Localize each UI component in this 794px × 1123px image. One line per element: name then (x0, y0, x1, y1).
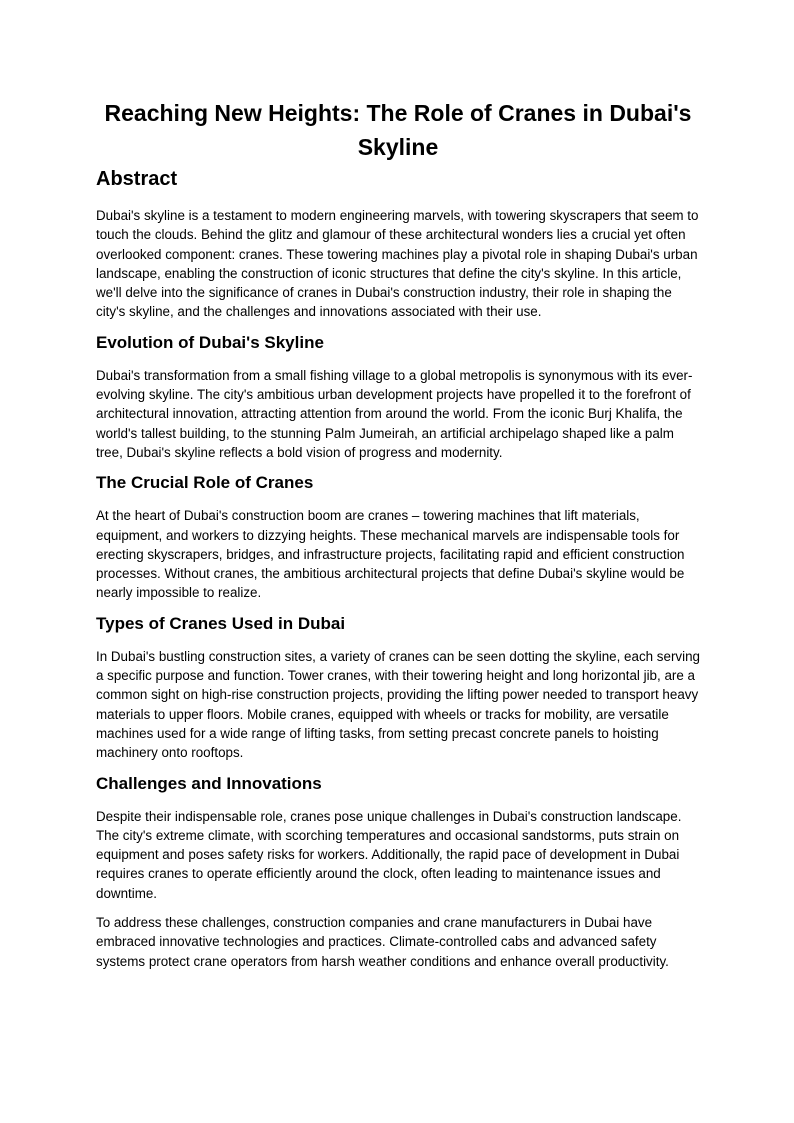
section-evolution (96, 332, 700, 462)
section-crucial-role (96, 472, 700, 602)
section-heading-crucial-role: The Crucial Role of Cranes (96, 473, 314, 493)
section-abstract (96, 166, 700, 322)
types-of-cranes-paragraph: In Dubai's bustling construction sites, a variety of cranes can be seen dotting the skyline, each serving a specific purpose and function. Tower cranes, with their towering height and long horizontal jib, are a common sight on high-rise construction projects, providing the lifting power needed to transport heavy materials to upper floors. Mobile cranes, equipped with wheels or tracks for mobility, are versatile machines used for a wide range of lifting tasks, from setting precast concrete panels to hoisting machinery onto rooftops. (96, 648, 700, 761)
section-heading-abstract: Abstract (96, 168, 178, 190)
document-page (96, 96, 700, 981)
crucial-role-paragraph: At the heart of Dubai's construction boom are cranes – towering machines that lift materials, equipment, and workers to dizzying heights. These mechanical marvels are indispensable tools for erecting skyscrapers, bridges, and infrastructure projects, facilitating rapid and efficient construction processes. Without cranes, the ambitious architectural projects that define Dubai's skyline would be nearly impossible to realize. (96, 508, 685, 601)
evolution-paragraph: Dubai's transformation from a small fishing village to a global metropolis is synonymous with its ever-evolving skyline. The city's ambitious urban development projects have propelled it to the forefront of architectural innovation, attracting attention from around the world. From the iconic Burj Khalifa, the world's tallest building, to the stunning Palm Jumeirah, an artificial archipelago shaped like a palm tree, Dubai's skyline reflects a bold vision of progress and modernity. (96, 367, 693, 460)
document-title: Reaching New Heights: The Role of Cranes in Dubai's Skyline (104, 100, 692, 160)
abstract-paragraph: Dubai's skyline is a testament to modern engineering marvels, with towering skyscrapers that seem to touch the clouds. Behind the glitz and glamour of these architectural wonders lies a crucial yet often overlooked component: cranes. These towering machines play a pivotal role in shaping Dubai's urban landscape, enabling the construction of iconic structures that define the city's skyline. In this article, we'll delve into the significance of cranes in Dubai's construction industry, their role in shaping the city's skyline, and the challenges and innovations associated with their use. (96, 208, 699, 320)
innovations-paragraph: To address these challenges, construction companies and crane manufacturers in Dubai have embraced innovative technologies and practices. Climate-controlled cabs and advanced safety systems protect crane operators from harsh weather conditions and enhance overall productivity. (96, 915, 669, 969)
challenges-paragraph: Despite their indispensable role, cranes pose unique challenges in Dubai's construction landscape. The city's extreme climate, with scorching temperatures and occasional sandstorms, puts strain on equipment and poses safety risks for workers. Additionally, the rapid pace of development in Dubai requires cranes to operate efficiently around the clock, often leading to maintenance issues and downtime. (96, 808, 682, 901)
section-heading-evolution: Evolution of Dubai's Skyline (96, 332, 324, 352)
section-heading-challenges: Challenges and Innovations (96, 773, 322, 793)
section-types-of-cranes (96, 613, 700, 763)
section-heading-types-of-cranes: Types of Cranes Used in Dubai (96, 613, 346, 633)
section-challenges (96, 773, 700, 971)
